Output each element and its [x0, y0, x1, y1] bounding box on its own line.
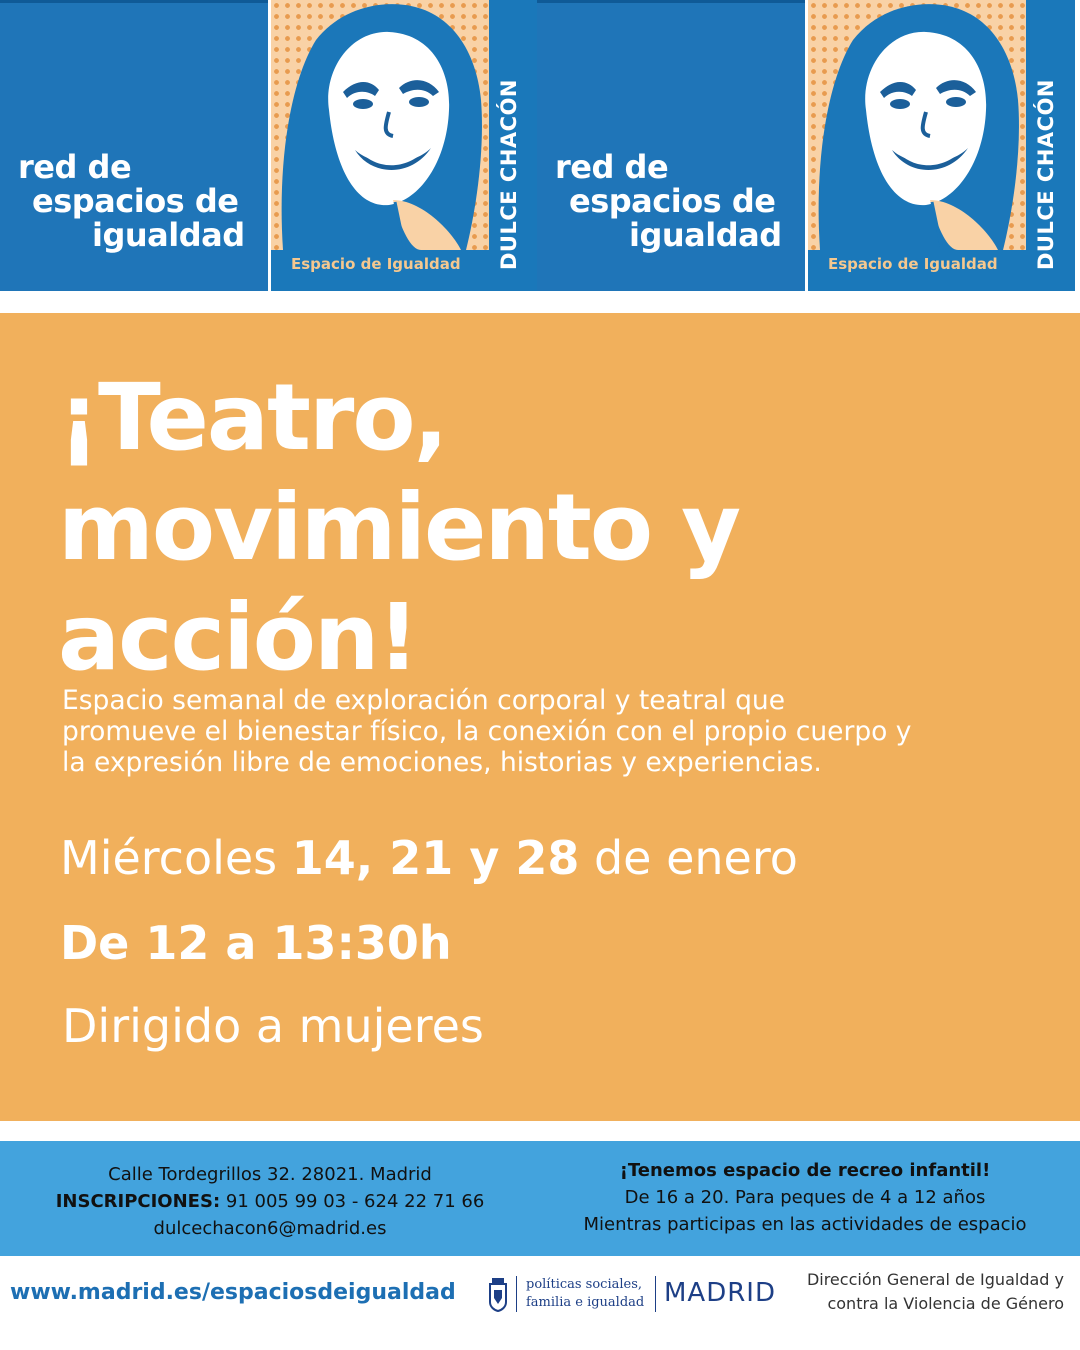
childcare-info: [540, 1157, 1070, 1238]
portrait-illustration: [808, 0, 1026, 250]
description-line: promueve el bienestar físico, la conexión con el propio cuerpo y: [62, 716, 912, 747]
portrait-panel: [271, 0, 538, 291]
inscriptions: [0, 1188, 540, 1215]
website-link[interactable]: www.madrid.es/espaciosdeigualdad: [10, 1280, 456, 1305]
network-logo-line: igualdad: [629, 216, 782, 254]
event-title-line: ¡Teatro,: [58, 364, 447, 471]
event-title: [58, 363, 739, 693]
space-caption: Espacio de Igualdad: [291, 255, 461, 273]
contact-email[interactable]: dulcechacon6@madrid.es: [153, 1218, 387, 1239]
address: Calle Tordegrillos 32. 28021. Madrid: [108, 1164, 432, 1185]
madrid-crest-icon: [486, 1276, 510, 1312]
description-line: la expresión libre de emociones, historias y experiencias.: [62, 747, 822, 778]
event-description: [62, 685, 1022, 778]
madrid-wordmark: MADRID: [664, 1278, 776, 1308]
network-logo-line: espacios de: [569, 182, 776, 220]
info-bar: [0, 1141, 1080, 1256]
network-logo-panel: [0, 0, 268, 291]
event-audience: Dirigido a mujeres: [62, 999, 484, 1053]
inscriptions-label: INSCRIPCIONES:: [55, 1191, 221, 1212]
network-logo-line: red de: [18, 148, 132, 186]
childcare-title: ¡Tenemos espacio de recreo infantil!: [619, 1160, 991, 1181]
description-line: Espacio semanal de exploración corporal y teatral que: [62, 685, 786, 716]
childcare-hours: De 16 a 20. Para peques de 4 a 12 años: [624, 1187, 986, 1208]
event-dates: [60, 828, 798, 888]
directorate-name: Dirección General de Igualdad y contra la Violencia de Género: [806, 1270, 1064, 1313]
contact-info: [0, 1161, 540, 1242]
space-name-vertical: DULCE CHACÓN: [497, 78, 521, 270]
event-panel: [0, 313, 1080, 1121]
date-prefix: Miércoles: [60, 831, 292, 885]
footer: [0, 1256, 1080, 1350]
logo-unit: [0, 0, 538, 291]
space-name-vertical: DULCE CHACÓN: [1034, 78, 1058, 270]
event-time: De 12 a 13:30h: [60, 916, 452, 970]
network-logo-panel: [537, 0, 805, 291]
event-title-line: movimiento y: [58, 474, 740, 581]
department-name: políticas sociales, familia e igualdad: [526, 1277, 645, 1310]
date-days: 14, 21 y 28: [291, 831, 580, 885]
logo-unit: [537, 0, 1075, 291]
childcare-note: Mientras participas en las actividades de espacio: [583, 1214, 1027, 1235]
event-title-line: acción!: [58, 584, 418, 691]
portrait-panel: [808, 0, 1075, 291]
date-suffix: de enero: [579, 831, 798, 885]
portrait-illustration: [271, 0, 489, 250]
header-logo-strip: [0, 0, 1080, 291]
space-caption: Espacio de Igualdad: [828, 255, 998, 273]
network-logo-line: espacios de: [32, 182, 239, 220]
network-logo-text: [18, 150, 245, 252]
inscriptions-phones[interactable]: 91 005 99 03 - 624 22 71 66: [220, 1191, 485, 1212]
network-logo-line: igualdad: [92, 216, 245, 254]
network-logo-text: [555, 150, 782, 252]
network-logo-line: red de: [555, 148, 669, 186]
